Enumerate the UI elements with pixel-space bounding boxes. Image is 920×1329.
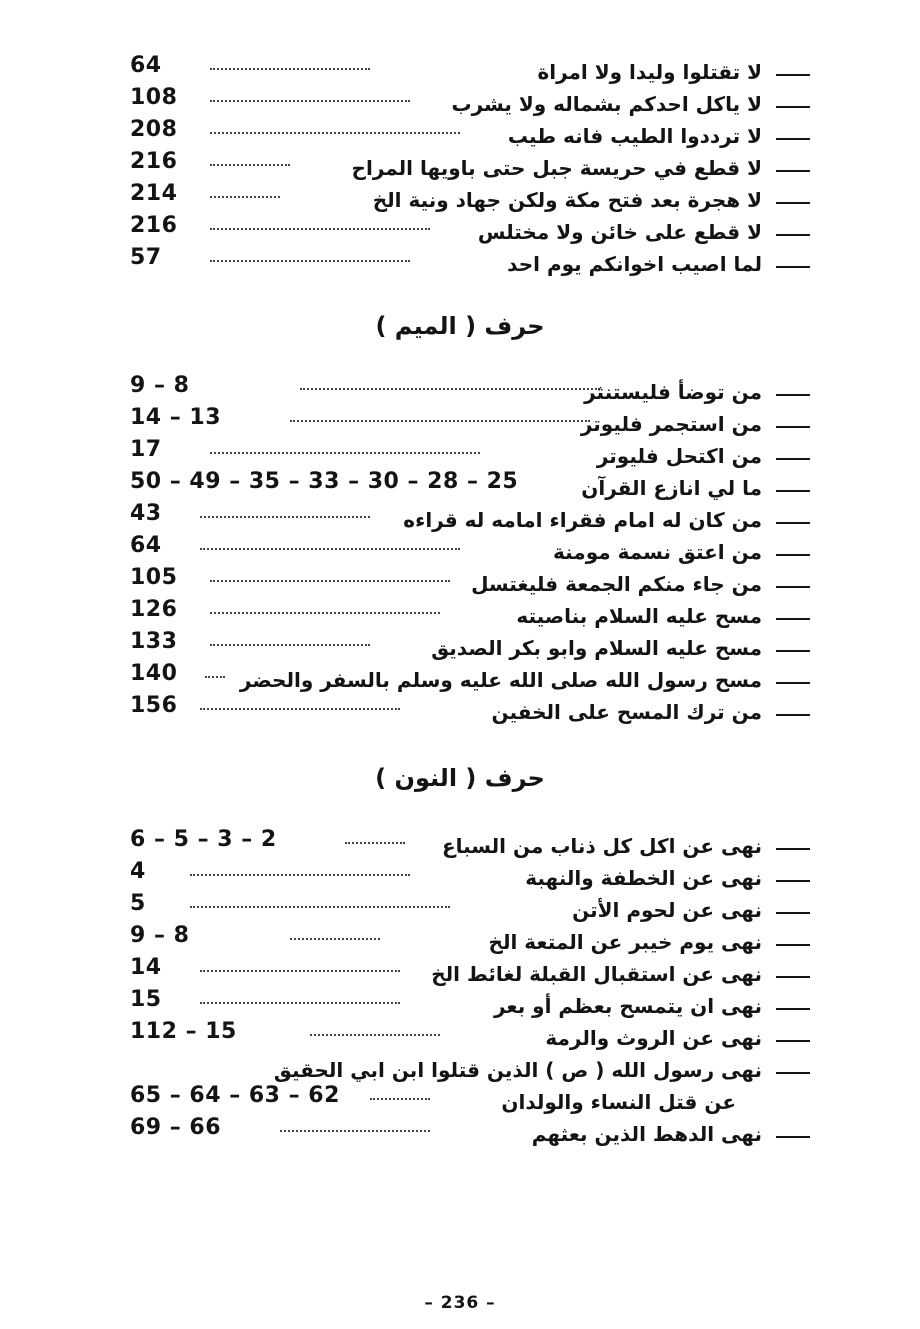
page-refs: 43 bbox=[130, 501, 162, 526]
leader-dots bbox=[200, 970, 400, 972]
entry-text: من اعتق نسمة مومنة bbox=[553, 540, 762, 564]
page-refs: 126 bbox=[130, 597, 178, 622]
entry-dash bbox=[776, 184, 810, 204]
entry-dash bbox=[776, 120, 810, 140]
entry-text: مسح عليه السلام وابو بكر الصديق bbox=[431, 636, 762, 660]
entry-dash bbox=[776, 152, 810, 172]
entry-dash bbox=[776, 894, 810, 914]
leader-dots bbox=[210, 644, 370, 646]
entry-text: نهى يوم خيبر عن المتعة الخ bbox=[488, 930, 762, 954]
page-refs: 17 bbox=[130, 437, 162, 462]
index-entry bbox=[130, 859, 810, 894]
index-entry bbox=[130, 405, 810, 440]
index-entry bbox=[130, 85, 810, 120]
leader-dots bbox=[210, 228, 430, 230]
entry-text: لا ترددوا الطيب فانه طيب bbox=[507, 124, 762, 148]
leader-dots bbox=[290, 420, 590, 422]
entry-dash bbox=[776, 926, 810, 946]
entry-text: من اكتحل فليوتر bbox=[596, 444, 762, 468]
entry-text: مسح عليه السلام بناصيته bbox=[516, 604, 762, 628]
leader-dots bbox=[190, 906, 450, 908]
page-refs: 105 bbox=[130, 565, 178, 590]
leader-dots bbox=[280, 1130, 430, 1132]
leader-dots bbox=[200, 708, 400, 710]
entry-text: نهى الدهط الذين بعثهم bbox=[531, 1122, 762, 1146]
page-refs: 4 bbox=[130, 859, 146, 884]
index-entry bbox=[130, 373, 810, 408]
leader-dots bbox=[300, 388, 600, 390]
entry-dash bbox=[776, 440, 810, 460]
leader-dots bbox=[200, 516, 370, 518]
page-refs: 5 bbox=[130, 891, 146, 916]
index-entry bbox=[130, 661, 810, 696]
page-refs: 14 – 13 bbox=[130, 405, 222, 430]
entry-dash bbox=[776, 376, 810, 396]
index-entry bbox=[130, 469, 810, 504]
entry-text: نهى ان يتمسح بعظم أو بعر bbox=[493, 994, 762, 1018]
index-entry bbox=[130, 955, 810, 990]
leader-dots bbox=[345, 842, 405, 844]
leader-dots bbox=[210, 68, 370, 70]
index-entry-continuation bbox=[130, 1083, 810, 1118]
entry-text: لا تقتلوا وليدا ولا امراة bbox=[537, 60, 762, 84]
page-refs: 9 – 8 bbox=[130, 373, 190, 398]
entry-text: نهى عن لحوم الأتن bbox=[572, 898, 762, 922]
entry-dash bbox=[776, 1022, 810, 1042]
leader-dots bbox=[190, 874, 410, 876]
page-refs: 69 – 66 bbox=[130, 1115, 222, 1140]
entry-dash bbox=[776, 990, 810, 1010]
entry-dash bbox=[776, 1054, 810, 1074]
page-refs: 108 bbox=[130, 85, 178, 110]
index-entry bbox=[130, 149, 810, 184]
page-refs: 50 – 49 – 35 – 33 – 30 – 28 – 25 bbox=[130, 469, 519, 494]
leader-dots bbox=[370, 1098, 430, 1100]
index-entry bbox=[130, 245, 810, 280]
entry-dash bbox=[776, 696, 810, 716]
entry-dash bbox=[776, 862, 810, 882]
page-refs: 216 bbox=[130, 149, 178, 174]
entry-text: نهى عن استقبال القبلة لغائط الخ bbox=[431, 962, 762, 986]
leader-dots bbox=[210, 164, 290, 166]
page-refs: 15 bbox=[130, 987, 162, 1012]
entry-text: نهى عن الروث والرمة bbox=[545, 1026, 762, 1050]
entry-dash bbox=[776, 504, 810, 524]
section-heading-meem: حرف ( الميم ) bbox=[375, 312, 545, 340]
leader-dots bbox=[205, 676, 225, 678]
page-refs: 208 bbox=[130, 117, 178, 142]
entry-dash bbox=[776, 56, 810, 76]
entry-text: عن قتل النساء والولدان bbox=[501, 1090, 736, 1114]
leader-dots bbox=[290, 938, 380, 940]
page-refs: 140 bbox=[130, 661, 178, 686]
entry-text: نهى عن اكل كل ذناب من السباع bbox=[441, 834, 762, 858]
index-entry bbox=[130, 213, 810, 248]
leader-dots bbox=[210, 132, 460, 134]
entry-dash bbox=[776, 536, 810, 556]
entry-text: لا ياكل احدكم بشماله ولا يشرب bbox=[451, 92, 762, 116]
page-refs: 216 bbox=[130, 213, 178, 238]
entry-dash bbox=[776, 408, 810, 428]
page-refs: 214 bbox=[130, 181, 178, 206]
index-entry bbox=[130, 827, 810, 862]
index-entry bbox=[130, 533, 810, 568]
page-refs: 57 bbox=[130, 245, 162, 270]
leader-dots bbox=[210, 452, 480, 454]
entry-dash bbox=[776, 216, 810, 236]
entry-dash bbox=[776, 958, 810, 978]
page-refs: 156 bbox=[130, 693, 178, 718]
index-entry bbox=[130, 53, 810, 88]
entry-text: مسح رسول الله صلى الله عليه وسلم بالسفر والحضر bbox=[239, 668, 762, 692]
index-entry bbox=[130, 565, 810, 600]
index-entry bbox=[130, 181, 810, 216]
page-refs: 112 – 15 bbox=[130, 1019, 237, 1044]
entry-text: نهى عن الخطفة والنهبة bbox=[525, 866, 762, 890]
entry-dash bbox=[776, 664, 810, 684]
leader-dots bbox=[210, 100, 410, 102]
entry-dash bbox=[776, 248, 810, 268]
index-entry bbox=[130, 501, 810, 536]
page-refs: 64 bbox=[130, 53, 162, 78]
page-number: – 236 – bbox=[424, 1293, 496, 1313]
entry-dash bbox=[776, 568, 810, 588]
leader-dots bbox=[200, 548, 460, 550]
entry-text: لا هجرة بعد فتح مكة ولكن جهاد ونية الخ bbox=[372, 188, 762, 212]
entry-text: من توضأ فليستنثر bbox=[584, 380, 762, 404]
section-heading-noon: حرف ( النون ) bbox=[375, 764, 545, 792]
entry-text: لا قطع في حريسة جبل حتى باويها المراح bbox=[351, 156, 762, 180]
entry-dash bbox=[776, 600, 810, 620]
entry-dash bbox=[776, 632, 810, 652]
page-refs: 14 bbox=[130, 955, 162, 980]
leader-dots bbox=[210, 612, 440, 614]
index-entry bbox=[130, 891, 810, 926]
index-entry bbox=[130, 1019, 810, 1054]
index-entry bbox=[130, 1115, 810, 1150]
entry-dash bbox=[776, 88, 810, 108]
page-refs: 9 – 8 bbox=[130, 923, 190, 948]
entry-text: ما لي انازع القرآن bbox=[581, 476, 762, 500]
page-refs: 133 bbox=[130, 629, 178, 654]
leader-dots bbox=[210, 260, 410, 262]
page-refs: 64 bbox=[130, 533, 162, 558]
page-refs: 6 – 5 – 3 – 2 bbox=[130, 827, 277, 852]
page-refs: 65 – 64 – 63 – 62 bbox=[130, 1083, 340, 1108]
entry-dash bbox=[776, 472, 810, 492]
index-entry bbox=[130, 117, 810, 152]
entry-text: من كان له امام فقراء امامه له قراءه bbox=[403, 508, 762, 532]
index-entry bbox=[130, 629, 810, 664]
leader-dots bbox=[210, 580, 450, 582]
leader-dots bbox=[210, 196, 280, 198]
entry-dash bbox=[776, 830, 810, 850]
entry-text: من استجمر فليوتر bbox=[580, 412, 762, 436]
entry-text: لا قطع على خائن ولا مختلس bbox=[477, 220, 762, 244]
entry-text: من جاء منكم الجمعة فليغتسل bbox=[471, 572, 762, 596]
index-entry bbox=[130, 693, 810, 728]
entry-dash bbox=[776, 1118, 810, 1138]
index-entry bbox=[130, 923, 810, 958]
leader-dots bbox=[310, 1034, 440, 1036]
entry-text: من ترك المسح على الخفين bbox=[491, 700, 762, 724]
index-entry bbox=[130, 597, 810, 632]
leader-dots bbox=[200, 1002, 400, 1004]
entry-text: نهى رسول الله ( ص ) الذين قتلوا ابن ابي الحقيق bbox=[273, 1058, 762, 1082]
entry-text: لما اصيب اخوانكم يوم احد bbox=[507, 252, 762, 276]
